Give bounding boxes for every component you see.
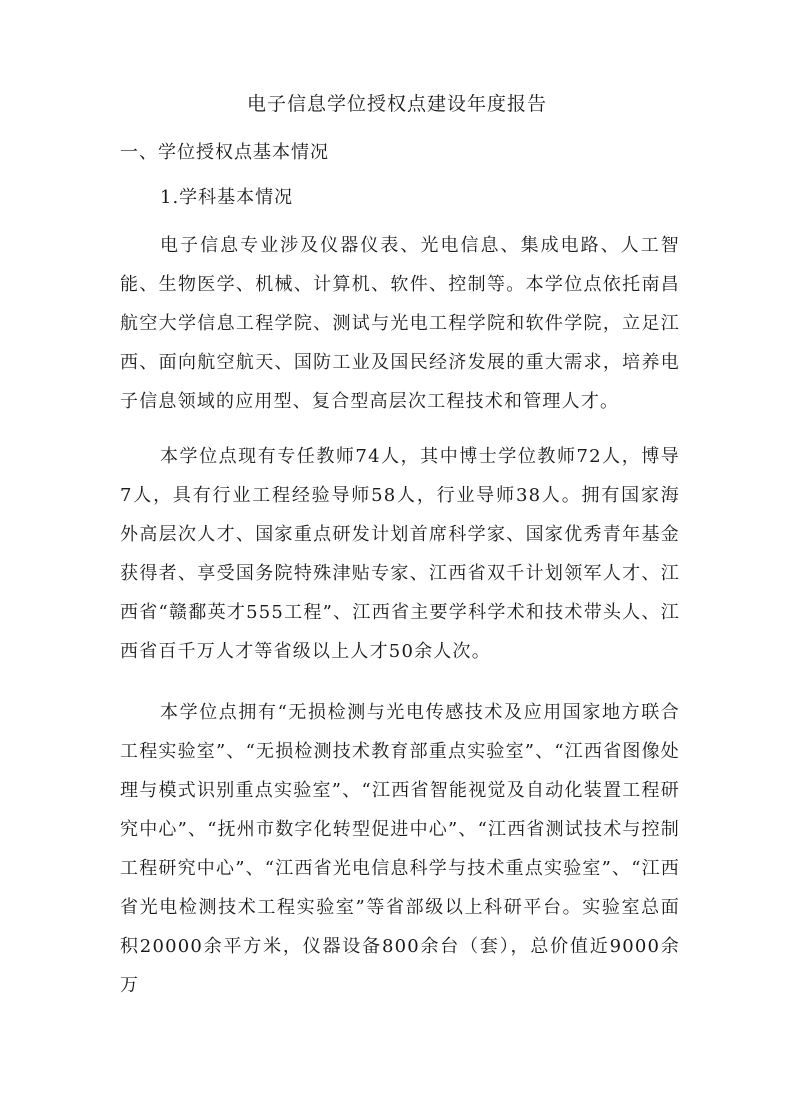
paragraph-overview: 电子信息专业涉及仪器仪表、光电信息、集成电路、人工智能、生物医学、机械、计算机、软件、控制等。本学位点依托南昌航空大学信息工程学院、测试与光电工程学院和软件学院，立足江西、面向航空航天、国防工业及国民经济发展的重大需求，培养电子信息领域的应用型、复合型高层次工程技术和管理人才。 <box>120 235 680 412</box>
paragraph-platforms: 本学位点拥有“无损检测与光电传感技术及应用国家地方联合工程实验室”、“无损检测技术教育部重点实验室”、“江西省图像处理与模式识别重点实验室”、“江西省智能视觉及自动化装置工程研究中心”、“抚州市数字化转型促进中心”、“江西省测试技术与控制工程研究中心”、“江西省光电信息科学与技术重点实验室”、“江西省光电检测技术工程实验室”等省部级以上科研平台。实验室总面积20000余平方米，仪器设备800余台（套），总价值近9000余万 <box>120 702 681 996</box>
section-heading: 一、学位授权点基本情况 <box>120 142 329 163</box>
subsection-heading: 1.学科基本情况 <box>160 187 294 208</box>
paragraph-faculty: 本学位点现有专任教师74人，其中博士学位教师72人，博导7人，具有行业工程经验导师58人，行业导师38人。拥有国家海外高层次人才、国家重点研发计划首席科学家、国家优秀青年基金获得者、享受国务院特殊津贴专家、江西省双千计划领军人才、江西省“赣鄱英才555工程”、江西省主要学科学术和技术带头人、江西省百千万人才等省级以上人才50余人次。 <box>120 446 680 662</box>
document-title: 电子信息学位授权点建设年度报告 <box>246 93 547 115</box>
